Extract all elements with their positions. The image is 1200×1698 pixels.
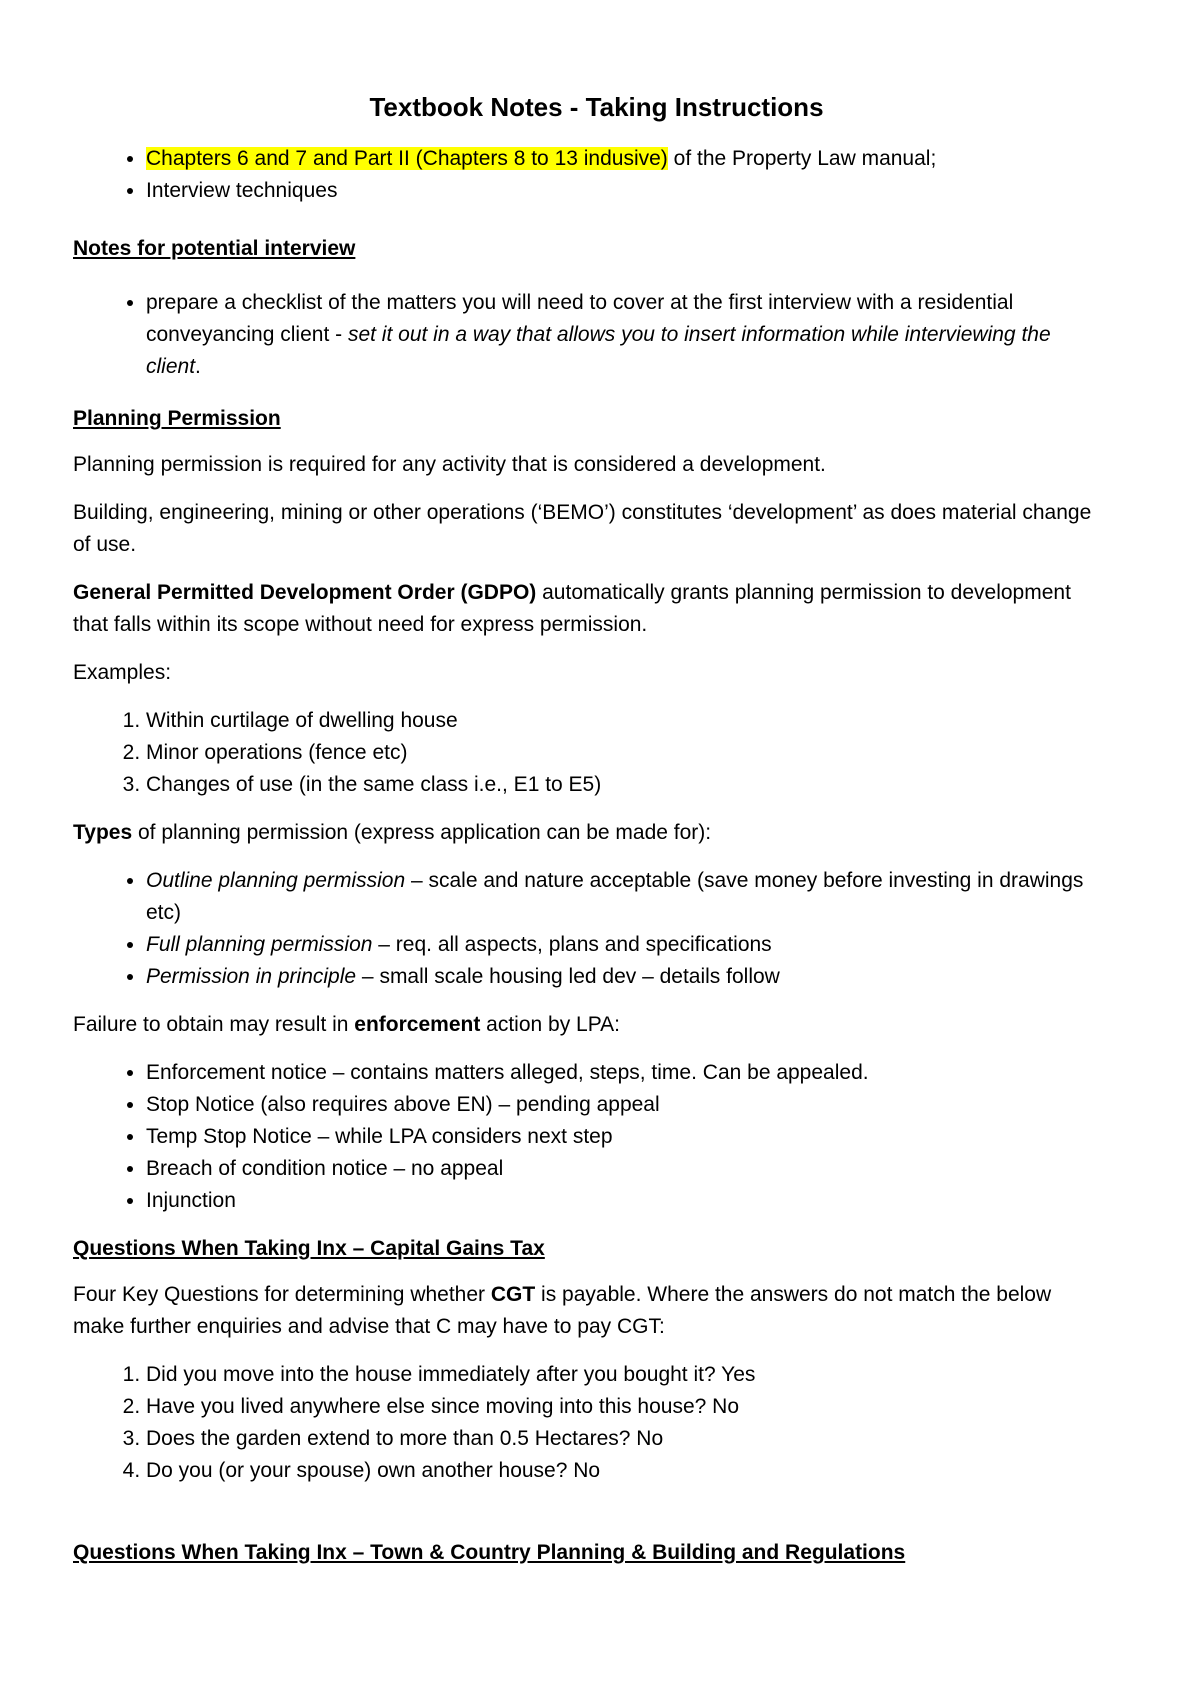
list-item-text: of the Property Law manual; bbox=[667, 147, 937, 170]
types-list bbox=[73, 865, 1100, 993]
list-item: • Enforcement notice – contains matters alleged, steps, time. Can be appealed. bbox=[146, 1057, 1100, 1089]
section-heading-planning: Planning Permission bbox=[73, 407, 281, 430]
list-item bbox=[146, 961, 1100, 993]
list-item-text: – req. all aspects, plans and specifications bbox=[372, 933, 772, 956]
italic-text: set it out in a way that allows you to insert information while interviewing the client bbox=[146, 323, 1051, 378]
paragraph-text: action by LPA: bbox=[480, 1013, 621, 1036]
list-item: 2. Have you lived anywhere else since moving into this house? No bbox=[146, 1391, 1100, 1423]
paragraph: Examples: bbox=[73, 661, 172, 684]
page-title: Textbook Notes - Taking Instructions bbox=[369, 92, 824, 122]
list-item: 4. Do you (or your spouse) own another house? No bbox=[146, 1455, 1100, 1487]
document-body bbox=[73, 143, 1100, 1569]
list-item: 2. Minor operations (fence etc) bbox=[146, 737, 1100, 769]
list-item-text: – scale and nature acceptable (save money before investing in drawings etc) bbox=[146, 869, 1084, 924]
paragraph: Planning permission is required for any activity that is considered a development. bbox=[73, 453, 826, 476]
list-item: • Interview techniques bbox=[146, 175, 1100, 207]
list-item: • Stop Notice (also requires above EN) – pending appeal bbox=[146, 1089, 1100, 1121]
list-item: 3. Does the garden extend to more than 0.5 Hectares? No bbox=[146, 1423, 1100, 1455]
list-item-text: – small scale housing led dev – details follow bbox=[356, 965, 780, 988]
section-heading-cgt: Questions When Taking Inx – Capital Gains Tax bbox=[73, 1237, 545, 1260]
paragraph: Building, engineering, mining or other operations (‘BEMO’) constitutes ‘development’ as does material change of use. bbox=[73, 501, 1092, 556]
list-item: 1. Within curtilage of dwelling house bbox=[146, 705, 1100, 737]
list-item: 3. Changes of use (in the same class i.e., E1 to E5) bbox=[146, 769, 1100, 801]
italic-text: Permission in principle bbox=[146, 965, 357, 988]
spacer bbox=[73, 1503, 1100, 1537]
paragraph bbox=[73, 1279, 1100, 1343]
cgt-questions-list bbox=[73, 1359, 1100, 1487]
list-item: • Temp Stop Notice – while LPA considers next step bbox=[146, 1121, 1100, 1153]
paragraph-text: Four Key Questions for determining whether bbox=[73, 1283, 491, 1306]
list-item bbox=[146, 929, 1100, 961]
paragraph bbox=[73, 817, 1100, 849]
examples-list bbox=[73, 705, 1100, 801]
list-item: • Injunction bbox=[146, 1185, 1100, 1217]
paragraph-text: Failure to obtain may result in bbox=[73, 1013, 355, 1036]
italic-text: Outline planning permission bbox=[146, 869, 406, 892]
intro-list bbox=[73, 143, 1100, 207]
paragraph-text: automatically grants planning permission to development that falls within its scope without need for express permission. bbox=[73, 581, 1071, 636]
bold-text: enforcement bbox=[354, 1013, 481, 1036]
list-item-text: prepare a checklist of the matters you will need to cover at the first interview with a residential conveyancing client - bbox=[146, 291, 1014, 346]
section-heading-interview: Notes for potential interview bbox=[73, 237, 356, 260]
list-item bbox=[146, 143, 1100, 175]
list-item bbox=[146, 865, 1100, 929]
list-item bbox=[146, 287, 1100, 383]
highlighted-text: Chapters 6 and 7 and Part II (Chapters 8 to 13 indusive) bbox=[146, 147, 668, 170]
italic-text: Full planning permission bbox=[146, 933, 373, 956]
paragraph-text: of planning permission (express application can be made for): bbox=[132, 821, 712, 844]
bold-text: CGT bbox=[490, 1283, 536, 1306]
bold-text: General Permitted Development Order (GDPO) bbox=[73, 581, 537, 604]
list-item: 1. Did you move into the house immediately after you bought it? Yes bbox=[146, 1359, 1100, 1391]
paragraph-text: is payable. Where the answers do not match the below make further enquiries and advise that C may have to pay CGT: bbox=[73, 1283, 1052, 1338]
paragraph bbox=[73, 577, 1100, 641]
paragraph bbox=[73, 1009, 1100, 1041]
section-heading-tcp: Questions When Taking Inx – Town & Country Planning & Building and Regulations bbox=[73, 1541, 906, 1564]
interview-list bbox=[73, 287, 1100, 383]
bold-text: Types bbox=[73, 821, 133, 844]
list-item: • Breach of condition notice – no appeal bbox=[146, 1153, 1100, 1185]
list-item-text: . bbox=[195, 355, 201, 378]
enforcement-list bbox=[73, 1057, 1100, 1217]
